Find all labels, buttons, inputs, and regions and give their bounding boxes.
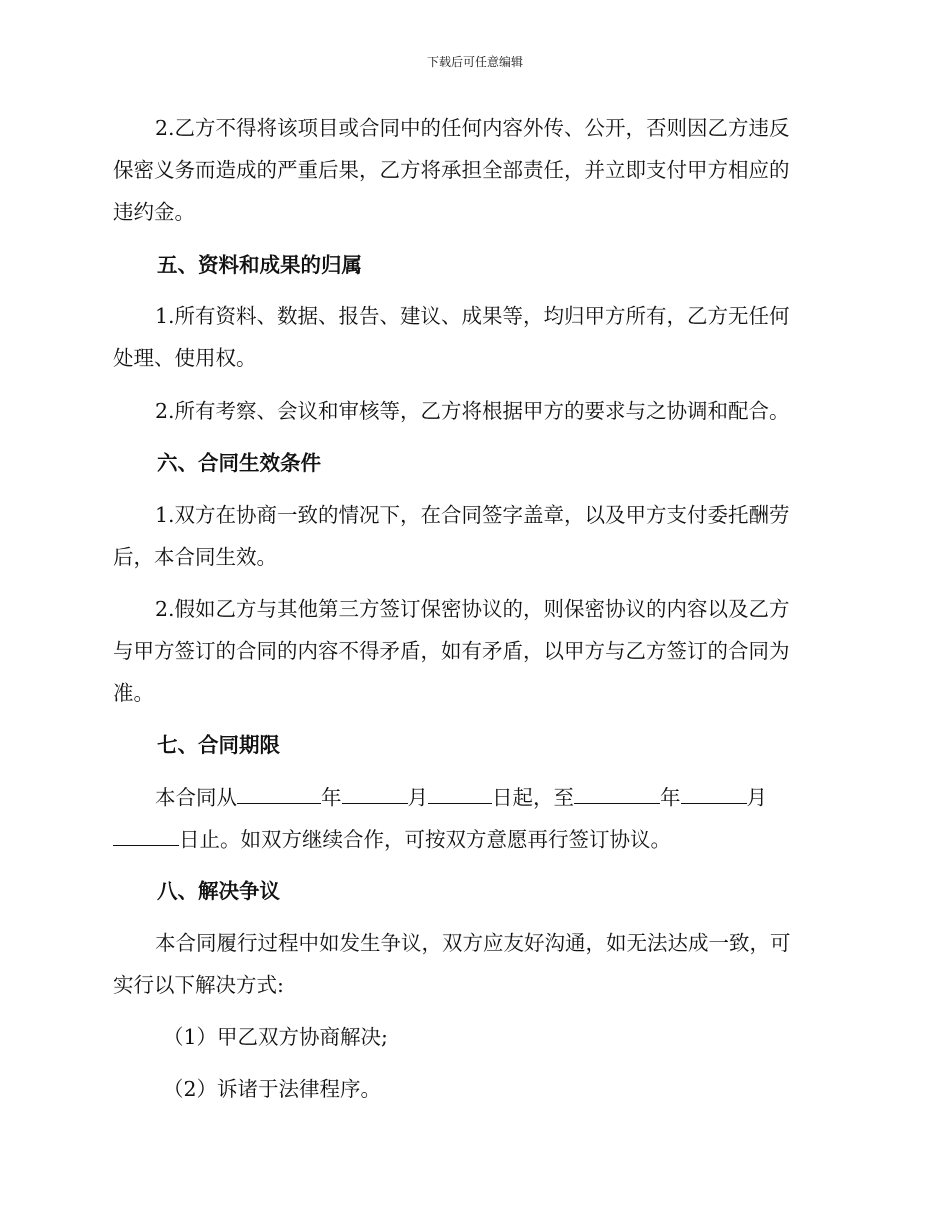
term-text: 日起，至 [492, 785, 574, 810]
term-text: 月 [746, 785, 767, 810]
section-heading: 八、解决争议 [157, 879, 280, 903]
term-text: 年 [321, 785, 342, 810]
paragraph-line: 本合同履行过程中如发生争议，双方应友好沟通，如无法达成一致，可 [155, 931, 791, 955]
contract-term-line [155, 784, 885, 810]
list-item: （1）甲乙双方协商解决; [163, 1025, 388, 1049]
paragraph-line: 处理、使用权。 [113, 346, 257, 370]
end-day-blank[interactable] [113, 826, 179, 846]
contract-term-line [113, 826, 843, 852]
start-month-blank[interactable] [342, 784, 408, 804]
paragraph-line: 准。 [113, 681, 154, 705]
paragraph-line: 实行以下解决方式: [113, 973, 284, 997]
section-heading: 五、资料和成果的归属 [157, 253, 362, 277]
paragraph-line: 与甲方签订的合同的内容不得矛盾，如有矛盾，以甲方与乙方签订的合同为 [113, 639, 790, 663]
paragraph-line: 违约金。 [113, 200, 195, 224]
page-header: 下载后可任意编辑 [426, 55, 523, 69]
paragraph-line: 2.所有考察、会议和审核等，乙方将根据甲方的要求与之协调和配合。 [155, 399, 790, 423]
paragraph-line: 1.所有资料、数据、报告、建议、成果等，均归甲方所有，乙方无任何 [155, 304, 790, 328]
paragraph-line: 1.双方在协商一致的情况下，在合同签字盖章，以及甲方支付委托酬劳 [155, 503, 790, 527]
list-item: （2）诉诸于法律程序。 [163, 1077, 382, 1101]
section-heading: 六、合同生效条件 [157, 451, 321, 475]
paragraph-line: 2.假如乙方与其他第三方签订保密协议的，则保密协议的内容以及乙方 [155, 597, 790, 621]
term-text: 年 [660, 785, 681, 810]
start-year-blank[interactable] [237, 784, 321, 804]
section-heading: 七、合同期限 [157, 733, 280, 757]
paragraph-line: 保密义务而造成的严重后果，乙方将承担全部责任，并立即支付甲方相应的 [113, 158, 790, 182]
paragraph-line: 2.乙方不得将该项目或合同中的任何内容外传、公开，否则因乙方违反 [155, 116, 790, 140]
end-year-blank[interactable] [574, 784, 660, 804]
term-text: 本合同从 [155, 785, 237, 810]
term-text: 日止。如双方继续合作，可按双方意愿再行签订协议。 [179, 827, 671, 852]
end-month-blank[interactable] [681, 784, 747, 804]
start-day-blank[interactable] [428, 784, 492, 804]
term-text: 月 [407, 785, 428, 810]
paragraph-line: 后，本合同生效。 [113, 545, 277, 569]
